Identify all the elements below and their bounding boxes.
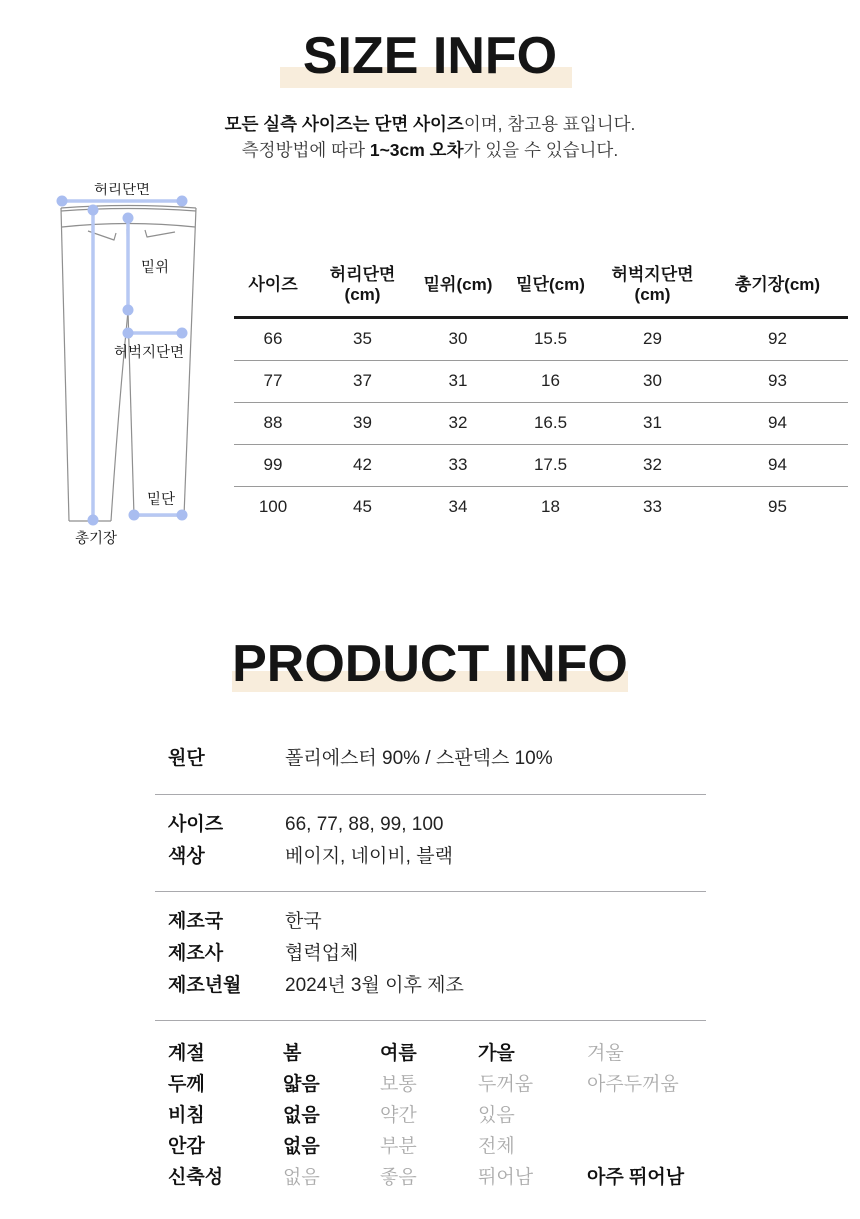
size-table-cell: 94 xyxy=(707,403,848,445)
size-table-cell: 34 xyxy=(448,497,468,516)
attribute-option: 두꺼움 xyxy=(478,1074,534,1095)
product-info-group xyxy=(155,730,706,795)
size-table-column-header: 밑위(cm) xyxy=(413,251,503,318)
size-table-row xyxy=(234,361,848,403)
product-info-body xyxy=(155,730,706,1193)
product-info-row xyxy=(155,809,706,841)
attribute-label: 두께 xyxy=(168,1074,205,1095)
attribute-label: 비침 xyxy=(168,1105,205,1126)
size-table-row xyxy=(234,445,848,487)
subtitle-segment: 모든 실측 사이즈는 단면 사이즈 xyxy=(224,114,464,134)
product-info-value: 폴리에스터 90% / 스판덱스 10% xyxy=(285,748,553,769)
size-table xyxy=(234,251,848,528)
size-table-cell: 33 xyxy=(413,445,503,487)
product-info-row xyxy=(155,841,706,873)
size-table-cell: 31 xyxy=(413,361,503,403)
product-info-row xyxy=(155,906,706,938)
size-info-subtitle xyxy=(0,111,860,163)
product-info-groups xyxy=(155,730,706,1021)
subtitle-segment: 1~3cm 오차 xyxy=(369,140,464,160)
attribute-option: 보통 xyxy=(380,1074,417,1095)
product-info-label: 제조사 xyxy=(168,943,224,964)
attribute-option: 겨울 xyxy=(587,1043,624,1064)
pants-diagram-svg xyxy=(48,183,213,558)
product-info-row xyxy=(155,970,706,1002)
product-info-label: 사이즈 xyxy=(168,814,224,835)
attribute-option-selected: 없음 xyxy=(283,1105,320,1126)
attribute-label: 안감 xyxy=(168,1136,205,1157)
attribute-row xyxy=(155,1069,706,1100)
size-table-cell: 15.5 xyxy=(503,318,598,361)
size-table-cell: 77 xyxy=(234,361,312,403)
diagram-label-thigh: 허벅지단면 xyxy=(113,345,185,361)
size-table-cell: 66 xyxy=(234,318,312,361)
attribute-option: 뛰어남 xyxy=(478,1167,534,1188)
size-table-cell: 99 xyxy=(234,445,312,487)
attribute-option: 전체 xyxy=(478,1136,515,1157)
size-table-cell: 100 xyxy=(258,497,288,516)
size-info-subtitle-line1 xyxy=(0,111,860,137)
product-info-value: 한국 xyxy=(285,911,322,932)
attribute-option: 아주두꺼움 xyxy=(587,1074,679,1095)
attribute-option-selected: 아주 뛰어남 xyxy=(587,1167,685,1188)
size-info-title: SIZE INFO xyxy=(302,27,558,85)
attribute-option-selected: 얇음 xyxy=(283,1074,320,1095)
diagram-label-length: 총기장 xyxy=(74,531,118,547)
product-info-title: PRODUCT INFO xyxy=(232,635,628,693)
size-table-column-header: 총기장(cm) xyxy=(707,251,848,318)
attribute-option-selected: 없음 xyxy=(283,1136,320,1157)
size-table-cell: 42 xyxy=(312,445,413,487)
attribute-row xyxy=(155,1131,706,1162)
size-table-cell: 32 xyxy=(413,403,503,445)
product-info-value: 베이지, 네이비, 블랙 xyxy=(285,846,453,867)
size-table-cell: 33 xyxy=(643,497,662,516)
product-info-label: 원단 xyxy=(168,748,205,769)
subtitle-segment: 가 있을 수 있습니다. xyxy=(463,140,619,160)
attribute-row xyxy=(155,1038,706,1069)
size-table-cell: 16 xyxy=(503,361,598,403)
pants-measurement-diagram xyxy=(48,183,213,558)
subtitle-segment: 이며, 참고용 표입니다. xyxy=(463,114,636,134)
attribute-row xyxy=(155,1100,706,1131)
attribute-grid xyxy=(155,1021,706,1193)
size-table-column-header: 밑단(cm) xyxy=(503,251,598,318)
size-table-cell: 31 xyxy=(598,403,707,445)
size-table-cell: 17.5 xyxy=(503,445,598,487)
product-info-row xyxy=(155,743,706,775)
size-table-column-header: 사이즈 xyxy=(234,251,312,318)
diagram-label-hem: 밑단 xyxy=(146,492,176,508)
diagram-label-rise: 밑위 xyxy=(140,260,170,276)
size-table-cell: 39 xyxy=(312,403,413,445)
size-table-cell: 88 xyxy=(234,403,312,445)
subtitle-segment: 측정방법에 따라 xyxy=(241,140,370,160)
size-table-cell: 30 xyxy=(598,361,707,403)
attribute-option: 있음 xyxy=(478,1105,515,1126)
product-info-label: 색상 xyxy=(168,846,205,867)
size-table-column-header: 허리단면(cm) xyxy=(312,251,413,318)
size-table-cell: 92 xyxy=(707,318,848,361)
attribute-option-selected: 여름 xyxy=(380,1043,417,1064)
attribute-option: 약간 xyxy=(380,1105,417,1126)
product-info-label: 제조국 xyxy=(168,911,224,932)
size-table-row xyxy=(234,487,848,529)
size-info-subtitle-line2 xyxy=(0,137,860,163)
size-table-row xyxy=(234,403,848,445)
attribute-option: 없음 xyxy=(283,1167,320,1188)
attribute-row xyxy=(155,1162,706,1193)
size-table-column-header: 허벅지단면(cm) xyxy=(598,251,707,318)
size-table-cell: 35 xyxy=(312,318,413,361)
attribute-option: 좋음 xyxy=(380,1167,417,1188)
size-table-cell: 30 xyxy=(413,318,503,361)
size-table-cell: 45 xyxy=(353,497,372,516)
product-info-value: 2024년 3월 이후 제조 xyxy=(285,975,464,996)
diagram-label-waist: 허리단면 xyxy=(93,183,151,198)
size-table-row xyxy=(234,318,848,361)
size-table-cell: 95 xyxy=(768,497,787,516)
attribute-label: 계절 xyxy=(168,1043,205,1064)
size-table-cell: 18 xyxy=(541,497,560,516)
attribute-option: 부분 xyxy=(380,1136,417,1157)
attribute-option-selected: 봄 xyxy=(283,1043,302,1064)
size-table-cell: 29 xyxy=(598,318,707,361)
size-table-cell: 16.5 xyxy=(503,403,598,445)
size-table-cell: 32 xyxy=(598,445,707,487)
product-info-group xyxy=(155,892,706,1021)
size-table-cell: 94 xyxy=(707,445,848,487)
product-info-value: 66, 77, 88, 99, 100 xyxy=(285,814,444,835)
product-info-label: 제조년월 xyxy=(168,975,242,996)
size-table-cell: 37 xyxy=(312,361,413,403)
size-table-cell: 93 xyxy=(707,361,848,403)
size-table-header-row xyxy=(234,251,848,318)
attribute-option-selected: 가을 xyxy=(478,1043,515,1064)
size-table-body xyxy=(234,318,848,529)
product-info-value: 협력업체 xyxy=(285,943,359,964)
product-info-row xyxy=(155,938,706,970)
product-info-group xyxy=(155,795,706,892)
attribute-label: 신축성 xyxy=(168,1167,224,1188)
